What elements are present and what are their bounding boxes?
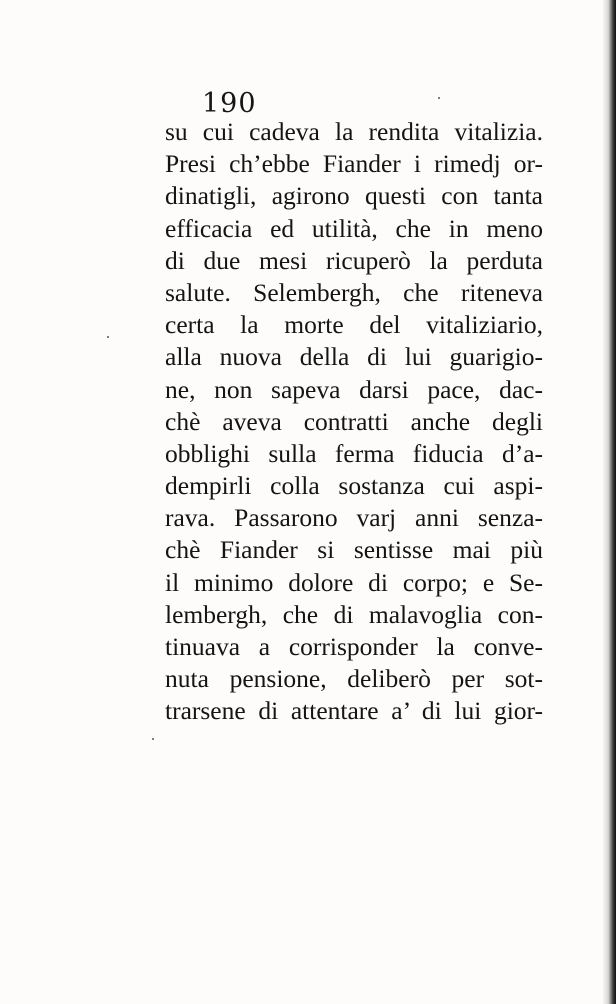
text-line: alla nuova della di lui guarigio- <box>165 342 543 372</box>
page-number: 190 <box>202 88 257 119</box>
ink-speck <box>152 738 154 740</box>
ink-speck <box>107 336 109 338</box>
text-line: certa la morte del vitaliziario, <box>165 310 543 340</box>
text-line: salute. Selembergh, che riteneva <box>165 277 543 307</box>
text-line: su cui cadeva la rendita vitalizia. <box>165 117 543 146</box>
body-text <box>165 116 543 728</box>
text-line: nuta pensione, deliberò per sot- <box>165 664 543 694</box>
text-line: chè Fiander si sentisse mai più <box>165 535 543 565</box>
text-line: obblighi sulla ferma fiducia d’a- <box>165 438 543 468</box>
text-line: dinatigli, agirono questi con tanta <box>165 181 543 211</box>
text-line: ne, non sapeva darsi pace, dac- <box>165 374 543 404</box>
text-line: chè aveva contratti anche degli <box>165 406 543 436</box>
text-line: Presi ch’ebbe Fiander i rimedj or- <box>165 149 543 179</box>
text-line: il minimo dolore di corpo; e Se- <box>165 567 543 597</box>
text-line: lembergh, che di malavoglia con- <box>165 599 543 629</box>
text-line: di due mesi ricuperò la perduta <box>165 245 543 275</box>
text-line: dempirli colla sostanza cui aspi- <box>165 471 543 501</box>
ink-speck <box>438 97 440 99</box>
page-edge-shadow <box>602 0 616 1004</box>
text-line: trarsene di attentare a’ di lui gior- <box>165 696 543 726</box>
text-line: tinuava a corrisponder la conve- <box>165 632 543 661</box>
text-line: efficacia ed utilità, che in meno <box>165 213 543 243</box>
text-line: rava. Passarono varj anni senza- <box>165 503 543 533</box>
